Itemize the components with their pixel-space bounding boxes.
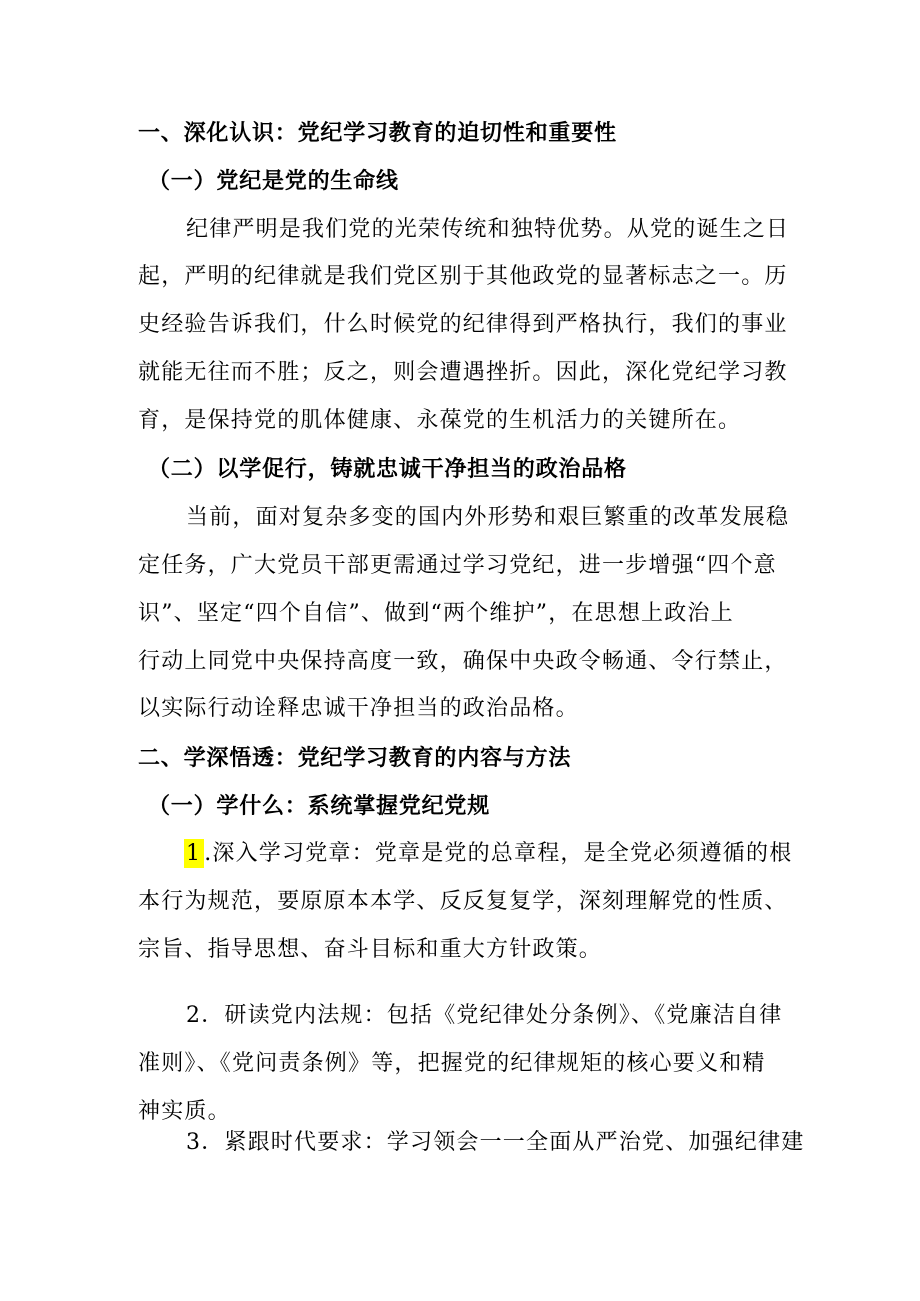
paragraph-line: 就能无往而不胜；反之，则会遭遇挫折。因此，深化党纪学习教 (138, 360, 788, 385)
paragraph-line: 行动上同党中央保持高度一致，确保中央政令畅通、令行禁止， (138, 649, 788, 674)
paragraph-line: 当前，面对复杂多变的国内外形势和艰巨繁重的改革发展稳 (186, 505, 790, 530)
subsection-heading-1-2: （二）以学促行，铸就忠诚干净担当的政治品格 (148, 456, 627, 482)
subsection-heading-2-1: （一）学什么：系统掌握党纪党规 (148, 793, 491, 819)
paragraph-line: 以实际行动诠释忠诚干净担当的政治品格。 (138, 696, 579, 721)
paragraph-line: 史经验告诉我们，什么时候党的纪律得到严格执行，我们的事业 (138, 312, 788, 337)
subsection-heading-1-1: （一）党纪是党的生命线 (148, 168, 399, 194)
paragraph-line: 识”、坚定“四个自信”、做到“两个维护”，在思想上政治上 (138, 601, 734, 626)
paragraph-line: 本行为规范，要原原本本学、反反复复学，深刻理解党的性质、 (138, 889, 788, 914)
section-heading-1: 一、深化认识：党纪学习教育的迫切性和重要性 (138, 120, 617, 146)
paragraph-line: 准则》、《党问责条例》等，把握党的纪律规矩的核心要义和精 (138, 1051, 766, 1076)
paragraph-line: 育，是保持党的肌体健康、永葆党的生机活力的关键所在。 (138, 408, 742, 433)
list-item-3-line: 3．紧跟时代要求：学习领会一一全面从严治党、加强纪律建 (186, 1130, 805, 1155)
paragraph-line: 神实质。 (138, 1099, 231, 1124)
list-item-2-line: 2．研读党内法规：包括《党纪律处分条例》、《党廉洁自律 (186, 1003, 783, 1028)
paragraph-line: 宗旨、指导思想、奋斗目标和重大方针政策。 (138, 937, 603, 962)
list-item-1-text: .深入学习党章：党章是党的总章程，是全党必须遵循的根 (204, 841, 793, 866)
section-heading-2: 二、学深悟透：党纪学习教育的内容与方法 (138, 745, 572, 771)
item-number-highlight: 1 (184, 839, 204, 868)
paragraph-line: 定任务，广大党员干部更需通过学习党纪，进一步增强“四个意 (138, 553, 777, 578)
list-item-1-line (186, 839, 792, 869)
paragraph-line: 纪律严明是我们党的光荣传统和独特优势。从党的诞生之日 (186, 217, 790, 242)
paragraph-line: 起，严明的纪律就是我们党区别于其他政党的显著标志之一。历 (138, 264, 788, 289)
